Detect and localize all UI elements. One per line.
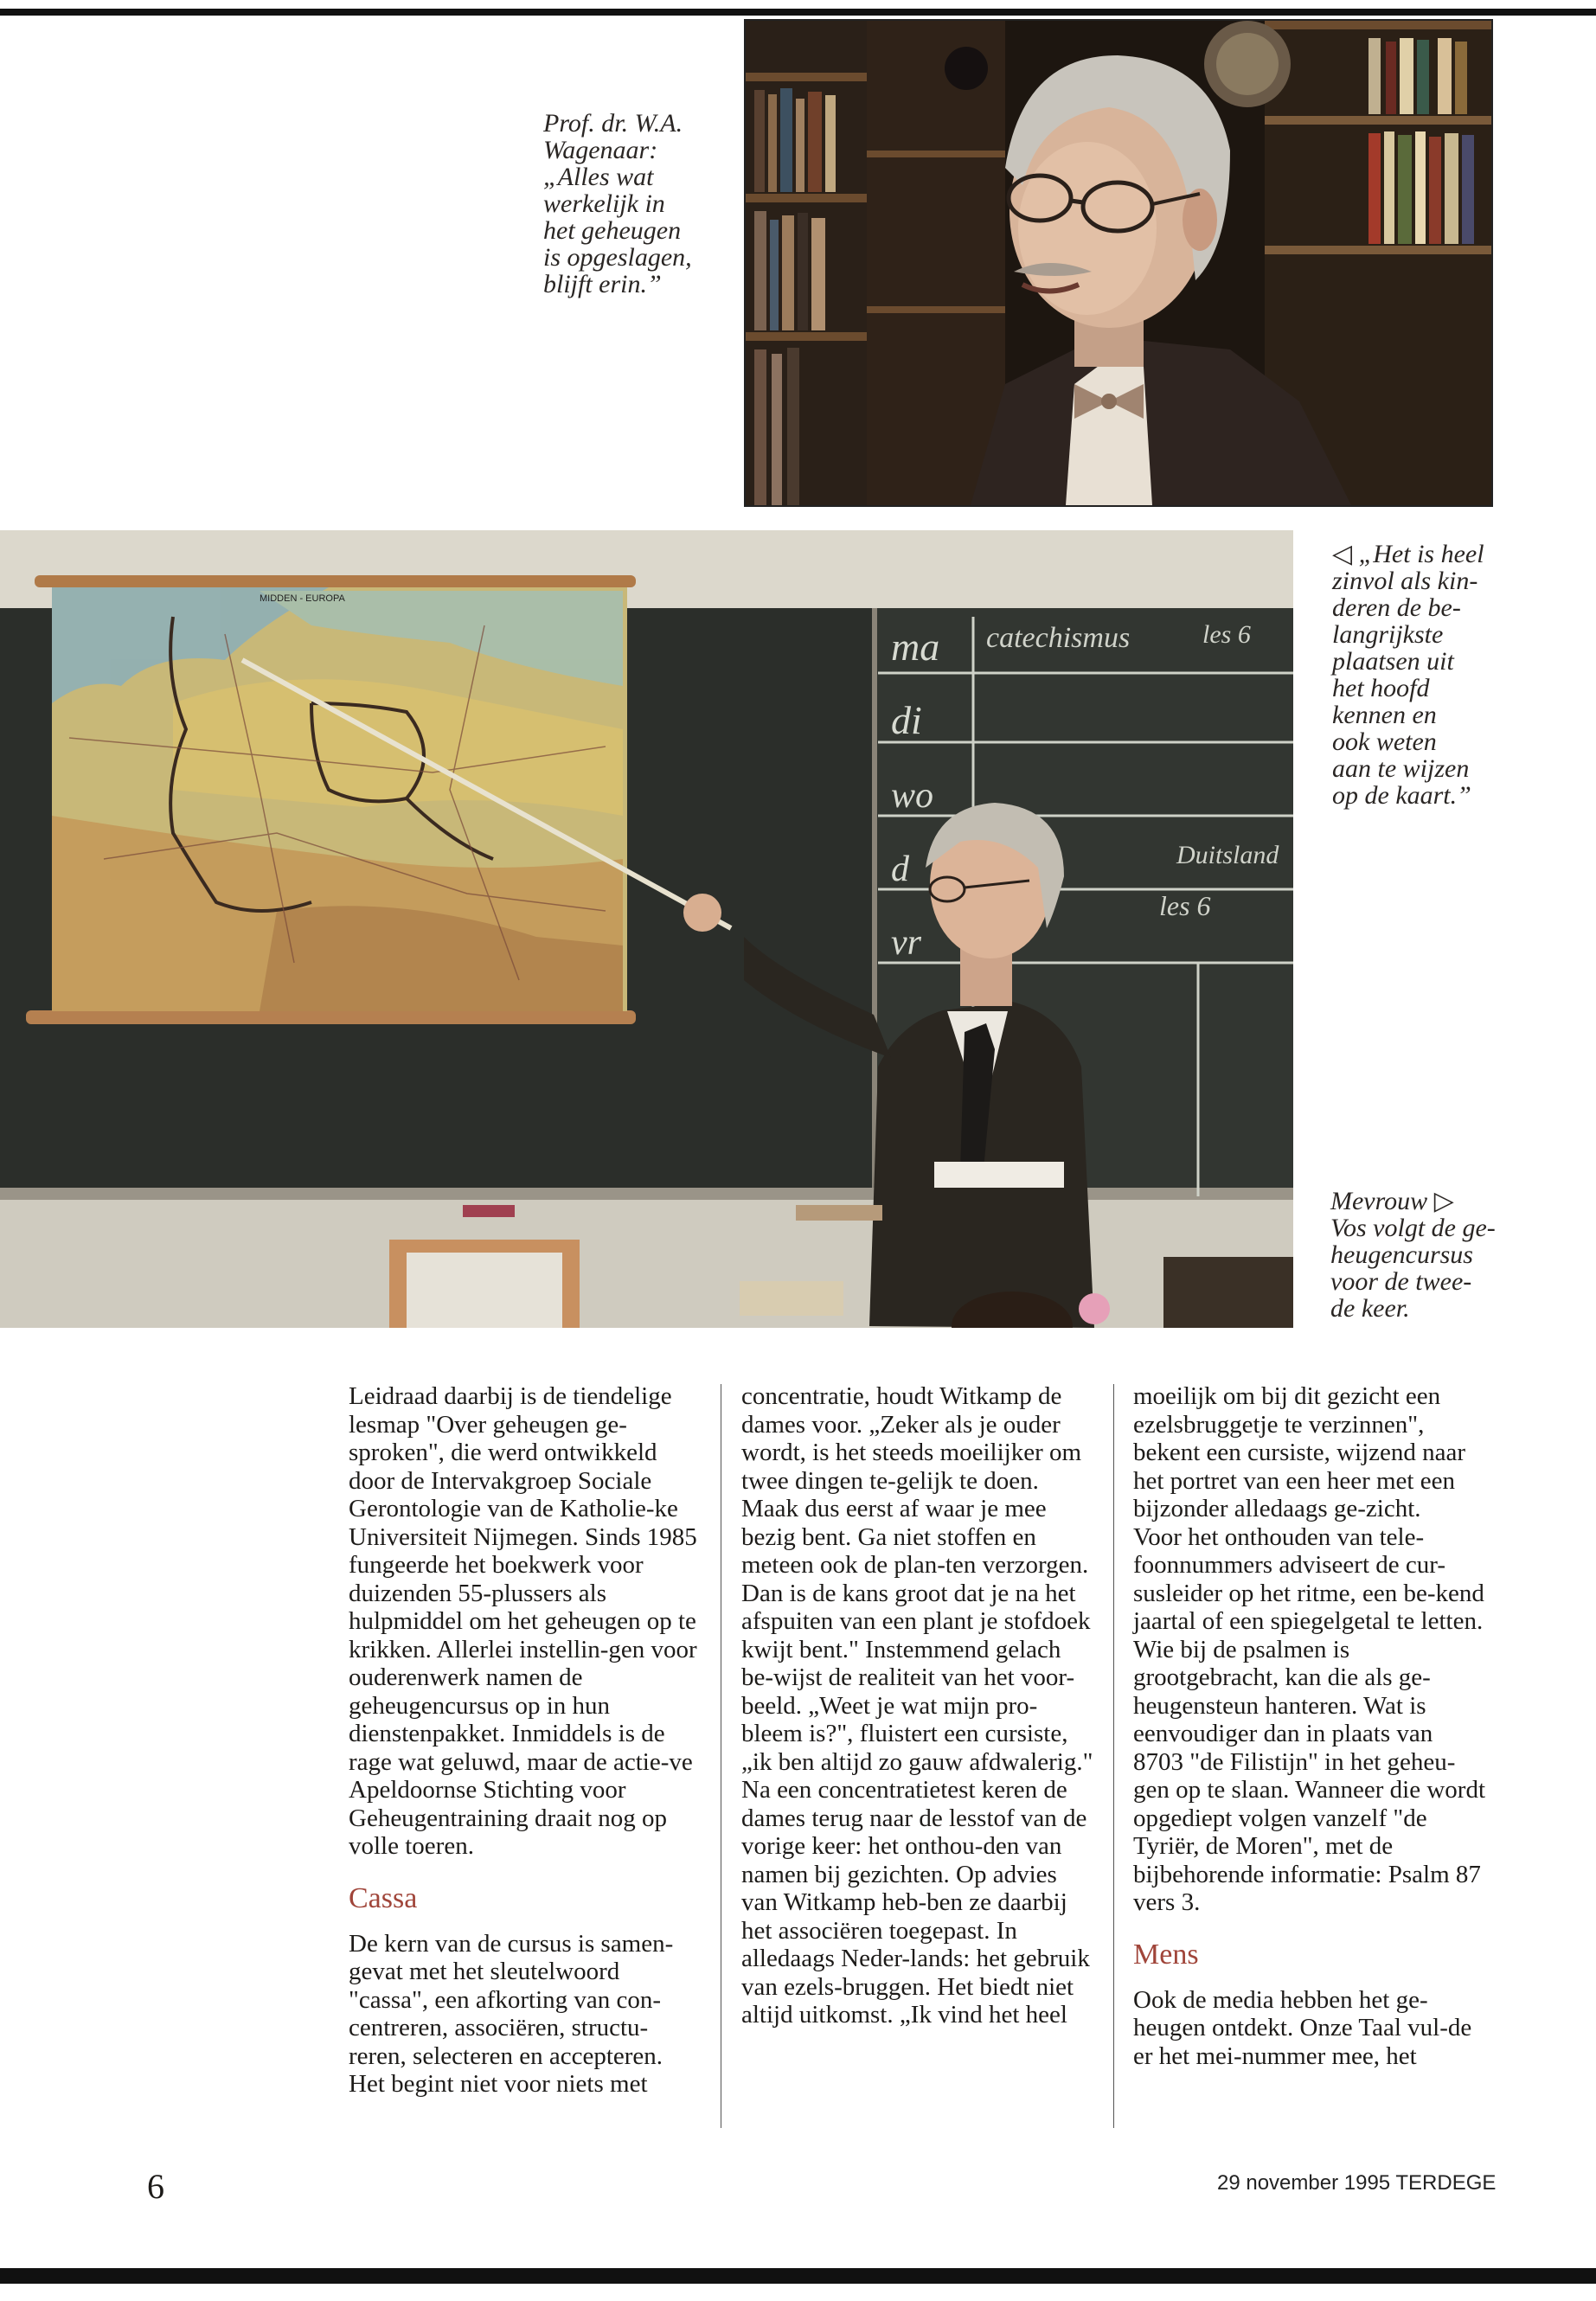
portrait-illustration xyxy=(746,21,1491,505)
section-heading-mens: Mens xyxy=(1133,1938,1199,1971)
column-divider xyxy=(1113,1384,1114,2128)
board-day-ma: ma xyxy=(891,625,940,669)
paragraph: moeilijk om bij dit gezicht een ezelsbruggetje te verzinnen", bekent een cursiste, wijzend naar het portret van een heer met een bijzonder alledaags ge-zicht. xyxy=(1133,1382,1466,1522)
board-lesson-top: les 6 xyxy=(1202,620,1251,649)
board-day-wo: wo xyxy=(891,776,934,816)
board-day-d: d xyxy=(891,849,909,889)
board-catechism: catechismus xyxy=(986,622,1131,654)
top-rule xyxy=(0,9,1596,16)
paragraph: Ook de media hebben het ge-heugen ontdekt. Onze Taal vul-de er het mei-nummer mee, het xyxy=(1133,1985,1472,2070)
map-title: MIDDEN - EUROPA xyxy=(260,593,345,604)
portrait-caption: Prof. dr. W.A. Wagenaar: „Alles wat werkelijk in het geheugen is opgeslagen, blijft erin.” xyxy=(543,109,692,298)
portrait-photo xyxy=(744,19,1493,507)
paragraph: Leidraad daarbij is de tiendelige lesmap "Over geheugen ge-sproken", die werd ontwikkeld door de Intervakgroep Sociale Gerontologie van de Katholie-ke Universiteit Nijmegen. Sinds 1985 fungeerde het boekwerk voor duizenden 55-plussers als hulpmiddel om het geheugen op te krikken. Allerlei instellin-gen voor ouderenwerk namen de geheugencursus op in hun dienstenpakket. Inmiddels is de rage wat geluwd, maar de actie-ve Apeldoornse Stichting voor Geheugentraining draait nog op volle toeren. xyxy=(349,1382,697,1860)
board-germany: Duitsland xyxy=(1176,841,1279,869)
paragraph: Na een concentratietest keren de dames terug naar de lesstof van de vorige keer: het onthou-den van namen bij gezichten. Op advies van Witkamp heb-ben ze daarbij het associëren toegepast. In alledaags Neder-lands: het gebruik van ezels-bruggen. Het biedt niet altijd uitkomst. „Ik vind het heel xyxy=(741,1776,1090,2029)
article-column-3 xyxy=(1133,1382,1488,2070)
bottom-rule xyxy=(0,2268,1596,2284)
paragraph: Voor het onthouden van tele-foonnummers adviseert de cur-susleider op het ritme, een be-kend jaartal of een spiegelgetal te letten. Wie bij de psalmen is grootgebracht, kan die als ge-heugensteun hanteren. Wat is eenvoudiger dan in plaats van 8703 "de Filistijn" in het geheu-gen op te slaan. Wanneer die wordt opgediept volgen vanzelf "de Tyriër, de Moren", met de bijbehorende informatie: Psalm 87 vers 3. xyxy=(1133,1522,1486,1916)
paragraph: concentratie, houdt Witkamp de dames voor. „Zeker als je ouder wordt, is het steeds moeilijker om twee dingen te-gelijk te doen. Maak dus eerst af waar je mee bezig bent. Ga niet stoffen en meteen ook de plan-ten verzorgen. Dan is de kans groot dat je na het afspuiten van een plant je stofdoek kwijt bent." Instemmend gelach be-wijst de realiteit van het voor-beeld. „Weet je wat mijn pro-bleem is?", fluistert een cursiste, „ik ben altijd zo gauw afdwalerig." xyxy=(741,1382,1093,1776)
article-column-2 xyxy=(741,1382,1096,2029)
issue-footer: 29 november 1995 TERDEGE xyxy=(1217,2171,1497,2195)
board-day-di: di xyxy=(891,698,922,742)
section-heading-cassa: Cassa xyxy=(349,1881,418,1914)
course-caption: Mevrouw ▷ Vos volgt de ge- heugencursus voor de twee- de keer. xyxy=(1330,1187,1496,1323)
page-number: 6 xyxy=(147,2167,164,2206)
classroom-illustration xyxy=(0,530,1293,1328)
board-lesson-mid: les 6 xyxy=(1159,890,1211,921)
board-day-vr: vr xyxy=(891,923,921,963)
classroom-photo xyxy=(0,530,1293,1328)
map-caption: ◁ „Het is heel zinvol als kin- deren de be- langrijkste plaatsen uit het hoofd kennen en ook weten aan te wijzen op de kaart.” xyxy=(1332,540,1484,810)
paragraph: De kern van de cursus is samen-gevat met het sleutelwoord "cassa", een afkorting van con-centreren, associëren, structu-reren, selecteren en accepteren. Het begint niet voor niets met xyxy=(349,1929,674,2098)
article-column-1 xyxy=(349,1382,703,2099)
